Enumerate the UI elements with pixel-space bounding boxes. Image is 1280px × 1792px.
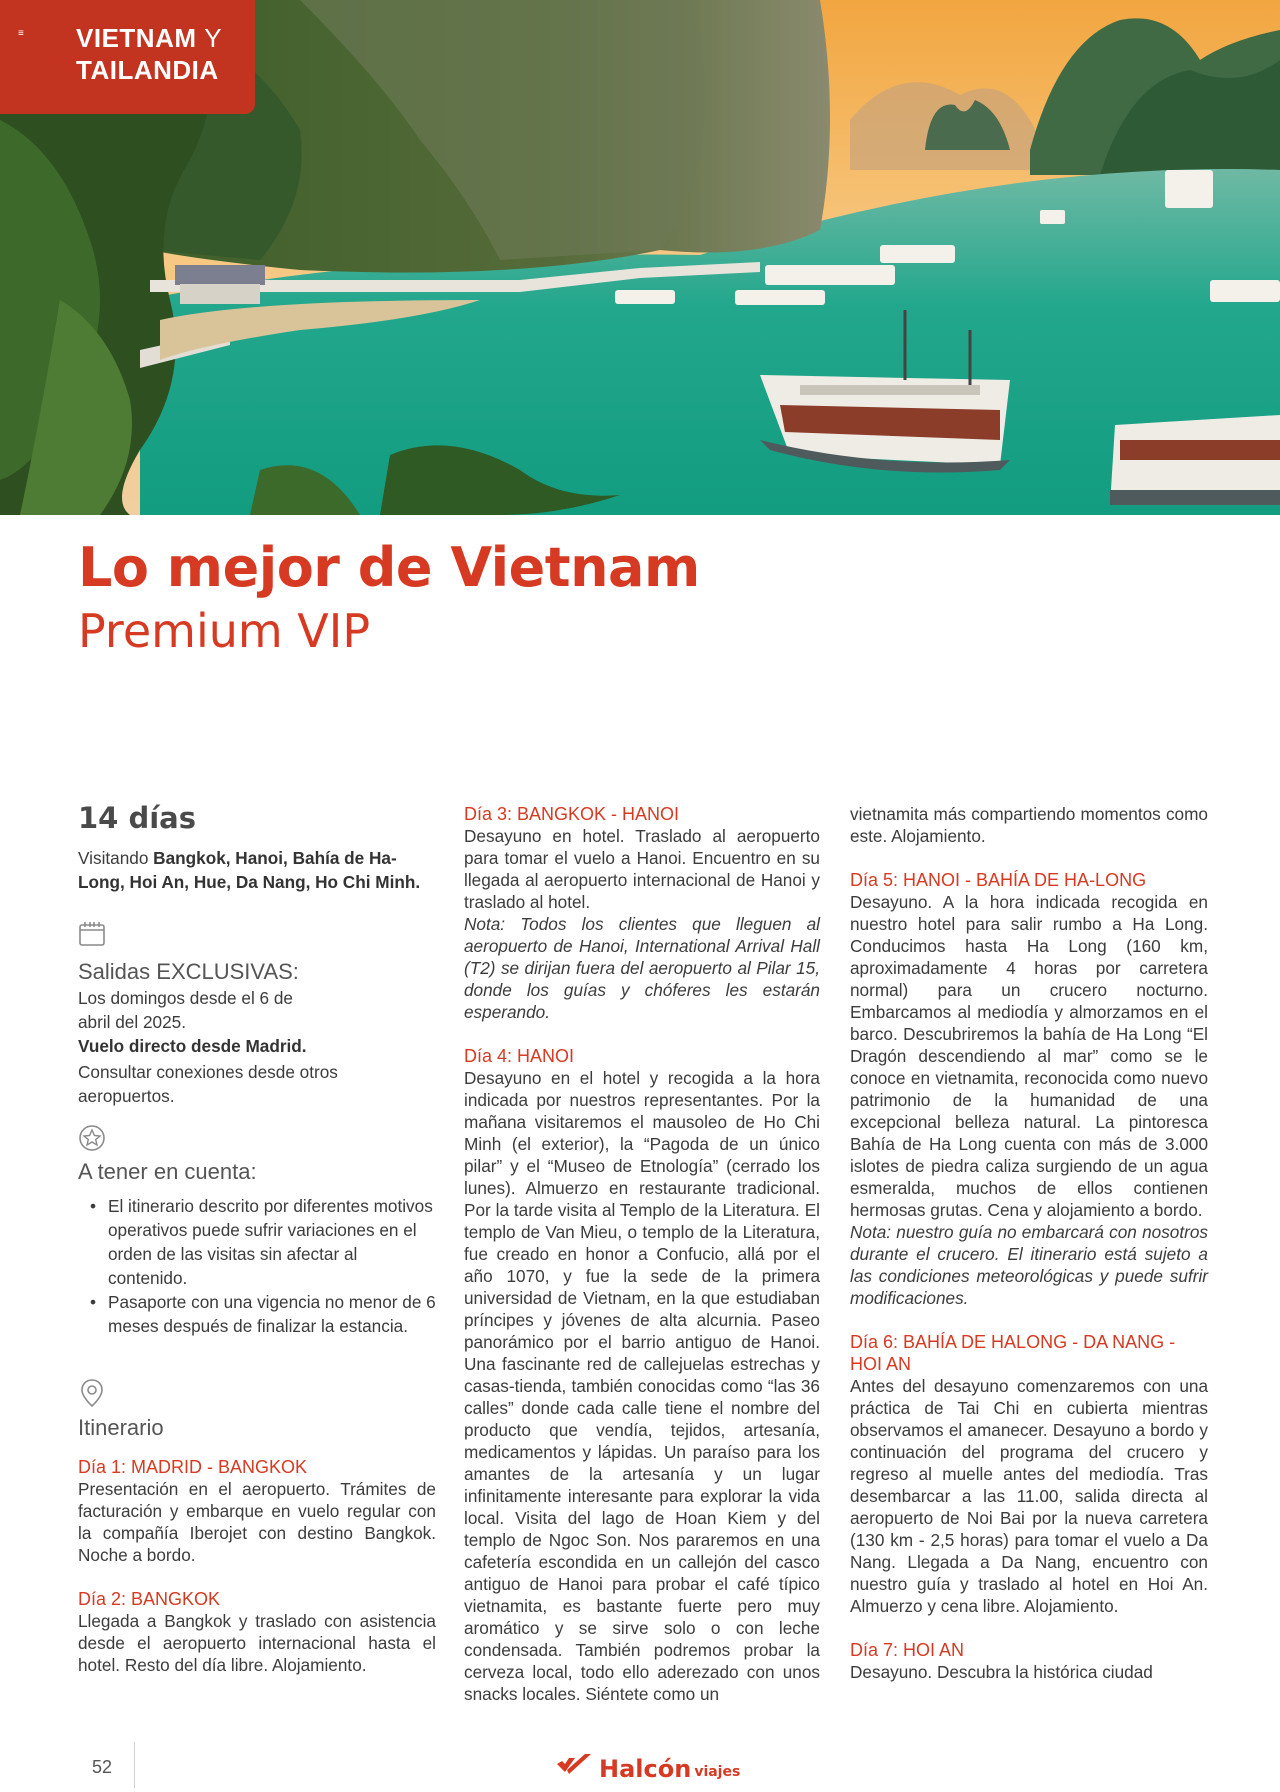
page-title-block	[78, 535, 978, 659]
departures-text: Los domingos desde el 6 de abril del 2025.	[78, 988, 293, 1032]
notes-list	[78, 1194, 436, 1338]
connections-text: Consultar conexiones desde otros aeropuertos.	[78, 1062, 338, 1106]
brand-name: Halcón	[599, 1755, 692, 1783]
brand-logo	[555, 1752, 740, 1783]
day-text: Desayuno en hotel. Traslado al aeropuerto para tomar el vuelo a Hanoi. Encuentro en su llegada al aeropuerto internacional de Hanoi y traslado al hotel.	[464, 826, 820, 912]
departures-heading: Salidas EXCLUSIVAS:	[78, 959, 299, 984]
halcon-logo-icon	[555, 1752, 595, 1783]
note-item: • Pasaporte con una vigencia no menor de 6 meses después de finalizar la estancia.	[78, 1290, 436, 1338]
day-heading: Día 1: MADRID - BANGKOK	[78, 1457, 308, 1477]
day-heading: Día 5: HANOI - BAHÍA DE HA-LONG	[850, 870, 1147, 890]
itinerary-column-3	[850, 803, 1208, 1683]
notes-heading: A tener en cuenta:	[78, 1159, 257, 1184]
day-text: Desayuno en el hotel y recogida a la hora indicada por nuestros representantes. Por la mañana visitaremos el mausoleo de Ho Chi Minh (el exterior), la “Pagoda de un único pilar” y el “Museo de Etnología” (cerrado los lunes). Almuerzo en restaurante tradicional. Por la tarde visita al Templo de la Literatura. El templo de Van Mieu, o templo de la Literatura, fue creado en honor a Confucio, allá por el año 1070, y fue la sede de la primera universidad de Vietnam, en la que estudiaban príncipes y jóvenes de alta alcurnia. Paseo panorámico por el barrio antiguo de Hanoi. Una fascinante red de callejuelas estrechas y casas-tienda, también conocidas como “las 36 calles” donde cada calle tiene el nombre del producto que vendía, tejidos, artesanía, medicamentos y lápidas. Un paraíso para los amantes de la artesanía y un lugar infinitamente interesante para explorar la vida local. Visita del lago de Hoan Kiem y del templo de Ngoc Son. Nos pararemos en una cafetería escondida en un callejón del casco antiguo de Hanoi para probar el café típico vietnamita, es bastante fuerte pero muy aromático y se sirve solo o con leche condensada. También podremos probar la cerveza local, todo ello aderezado con unos snacks locales. Siéntete como un	[464, 1068, 820, 1704]
tag-conjunction: Y	[204, 23, 223, 53]
location-pin-icon	[78, 1378, 108, 1408]
note-item: • El itinerario descrito por diferentes motivos operativos puede sufrir variaciones en el orden de las visitas sin afectar al contenido.	[78, 1194, 436, 1290]
visit-places-list: Bangkok, Hanoi, Bahía de Ha-Long, Hoi An, Hue, Da Nang, Ho Chi Minh.	[78, 848, 421, 892]
brand-sub: viajes	[694, 1764, 741, 1780]
day-heading: Día 7: HOI AN	[850, 1640, 965, 1660]
star-badge-icon	[78, 1124, 108, 1154]
footer-divider	[134, 1742, 135, 1788]
tag-line1	[76, 22, 255, 54]
itinerary-heading: Itinerario	[78, 1415, 164, 1440]
day-text: Presentación en el aeropuerto. Trámites de facturación y embarque en vuelo regular con la compañía Iberojet con destino Bangkok. Noche a bordo.	[78, 1479, 436, 1565]
summary-column	[78, 800, 436, 1676]
day-note: Nota: nuestro guía no embarcará con nosotros durante el crucero. El itinerario está sujeto a las condiciones meteorológicas y puede sufrir modificaciones.	[850, 1222, 1208, 1308]
day-heading: Día 6: BAHÍA DE HALONG - DA NANG - HOI AN	[850, 1332, 1176, 1374]
day-text-continued: vietnamita más compartiendo momentos como este. Alojamiento.	[850, 804, 1208, 846]
calendar-icon	[78, 920, 108, 950]
day-text: Desayuno. A la hora indicada recogida en nuestro hotel para salir rumbo a Ha Long. Conducimos hasta Ha Long (160 km, aproximadamente 4 horas por carretera normal) para un crucero nocturno. Embarcamos al mediodía y almorzamos en el barco. Descubriremos la bahía de Ha Long “El Dragón descendiendo al mar” como se le conoce en vietnamita, reconocida como nuevo patrimonio de la humanidad de una excepcional belleza natural. La pintoresca Bahía de Ha Long cuenta con más de 3.000 islotes de piedra caliza surgiendo de un agua esmeralda, muchos de ellos contienen hermosas grutas. Cena y alojamiento a bordo.	[850, 892, 1208, 1220]
menu-icon: ≡	[18, 28, 25, 39]
destination-tag	[0, 0, 255, 114]
itinerary-column-2	[464, 803, 820, 1705]
day-heading: Día 4: HANOI	[464, 1046, 575, 1066]
tag-country: VIETNAM	[76, 23, 197, 53]
day-text: Desayuno. Descubra la histórica ciudad	[850, 1662, 1153, 1682]
day-heading: Día 2: BANGKOK	[78, 1589, 221, 1609]
day-text: Antes del desayuno comenzaremos con una práctica de Tai Chi en cubierta mientras observamos el amanecer. Desayuno a bordo y continuación del programa del crucero y regreso al muelle antes del mediodía. Tras desembarcar a las 11.00, salida directa al aeropuerto de Noi Bai por la nueva carretera (130 km - 2,5 horas) para tomar el vuelo a Da Nang. Llegada a Da Nang, encuentro con nuestro guía y traslado al hotel en Hoi An. Almuerzo y cena libre. Alojamiento.	[850, 1376, 1208, 1616]
page-subtitle: Premium VIP	[78, 604, 371, 658]
direct-flight: Vuelo directo desde Madrid.	[78, 1036, 307, 1056]
visit-prefix: Visitando	[78, 848, 154, 868]
page-title: Lo mejor de Vietnam	[78, 536, 700, 599]
day-heading: Día 3: BANGKOK - HANOI	[464, 804, 680, 824]
day-text: Llegada a Bangkok y traslado con asistencia desde el aeropuerto internacional hasta el hotel. Resto del día libre. Alojamiento.	[78, 1611, 436, 1675]
day-note: Nota: Todos los clientes que lleguen al aeropuerto de Hanoi, International Arrival Hall (T2) se dirijan fuera del aeropuerto al Pilar 15, donde los guías y chóferes les estarán esperando.	[464, 914, 820, 1022]
trip-duration: 14 días	[78, 801, 196, 835]
page-number: 52	[92, 1757, 113, 1777]
visited-places	[78, 846, 436, 894]
tag-line2: TAILANDIA	[76, 55, 219, 85]
